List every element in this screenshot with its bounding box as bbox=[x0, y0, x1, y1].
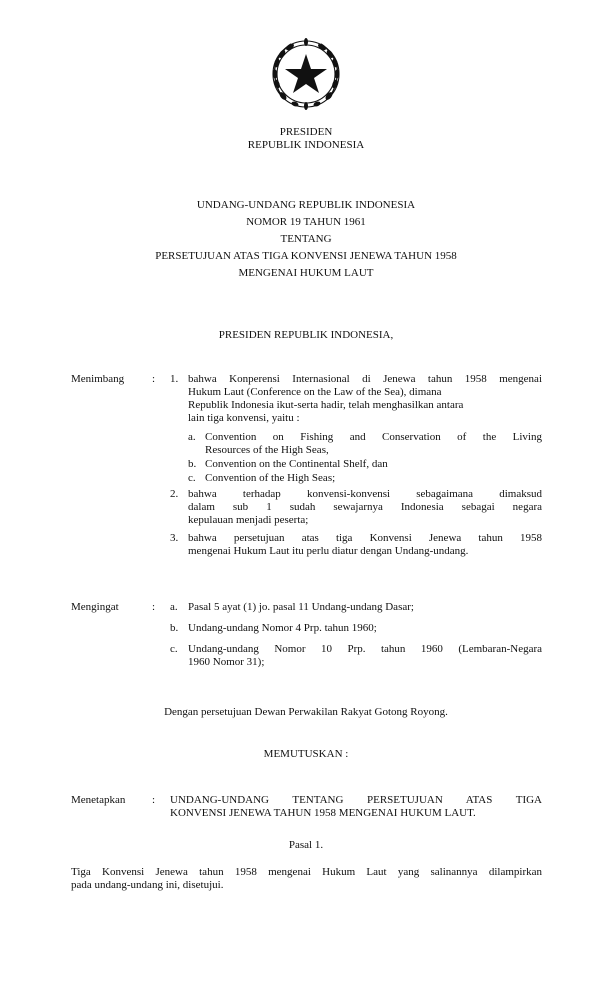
text-line: Hukum Laut (Conference on the Law of the Sea), dimana bbox=[188, 386, 442, 398]
text-line: kepulauan menjadi peserta; bbox=[188, 514, 309, 526]
title-line-3: TENTANG bbox=[280, 233, 332, 245]
memutuskan-heading: MEMUTUSKAN : bbox=[263, 748, 349, 760]
president-heading: PRESIDEN REPUBLIK INDONESIA, bbox=[218, 329, 394, 341]
mengingat-item-text bbox=[188, 622, 542, 635]
mengingat-label: Mengingat bbox=[71, 601, 119, 613]
text-line: Convention of the High Seas; bbox=[205, 472, 336, 484]
text-line: bahwa persetujuan atas tiga Konvensi Jenewa tahun 1958 bbox=[188, 532, 542, 544]
text-line: UNDANG-UNDANG TENTANG PERSETUJUAN ATAS TIGA bbox=[170, 794, 542, 806]
title-line-1: UNDANG-UNDANG REPUBLIK INDONESIA bbox=[196, 199, 416, 211]
star-wreath-emblem-icon bbox=[265, 36, 347, 112]
persetujuan-statement: Dengan persetujuan Dewan Perwakilan Rakyat Gotong Royong. bbox=[164, 706, 448, 718]
text-line: mengenai Hukum Laut itu perlu diatur dengan Undang-undang. bbox=[188, 545, 469, 557]
mengingat-item-letter: b. bbox=[170, 622, 179, 634]
menetapkan-label: Menetapkan bbox=[71, 794, 126, 806]
text-line: Undang-undang Nomor 4 Prp. tahun 1960; bbox=[188, 622, 377, 634]
text-line: Resources of the High Seas, bbox=[205, 444, 329, 456]
title-line-4: PERSETUJUAN ATAS TIGA KONVENSI JENEWA TAHUN 1958 bbox=[155, 250, 457, 262]
sub-item-text bbox=[205, 472, 542, 485]
letterhead-republic: REPUBLIK INDONESIA bbox=[247, 139, 365, 151]
sub-item-letter: b. bbox=[188, 458, 197, 470]
text-line: Pasal 5 ayat (1) jo. pasal 11 Undang-undang Dasar; bbox=[188, 601, 414, 613]
mengingat-colon: : bbox=[152, 601, 156, 613]
text-line: Undang-undang Nomor 10 Prp. tahun 1960 (Lembaran-Negara bbox=[188, 643, 542, 655]
text-line: Tiga Konvensi Jenewa tahun 1958 mengenai Hukum Laut yang salinannya dilampirkan bbox=[71, 866, 542, 878]
text-line: 1960 Nomor 31); bbox=[188, 656, 265, 668]
sub-item-text bbox=[205, 458, 542, 471]
menimbang-colon: : bbox=[152, 373, 156, 385]
menimbang-item-text bbox=[188, 373, 542, 425]
text-line: bahwa Konperensi Internasional di Jenewa tahun 1958 mengenai bbox=[188, 373, 542, 385]
pasal-1-text bbox=[71, 866, 542, 892]
sub-item-text bbox=[205, 431, 542, 457]
mengingat-item-letter: a. bbox=[170, 601, 178, 613]
mengingat-item-letter: c. bbox=[170, 643, 178, 655]
sub-item-letter: a. bbox=[188, 431, 196, 443]
menimbang-item-number: 3. bbox=[170, 532, 179, 544]
menimbang-item-text bbox=[188, 488, 542, 527]
text-line: KONVENSI JENEWA TAHUN 1958 MENGENAI HUKUM LAUT. bbox=[170, 807, 476, 819]
text-line: lain tiga konvensi, yaitu : bbox=[188, 412, 300, 424]
text-line: Convention on the Continental Shelf, dan bbox=[205, 458, 388, 470]
text-line: bahwa terhadap konvensi-konvensi sebagaimana dimaksud bbox=[188, 488, 542, 500]
title-line-2: NOMOR 19 TAHUN 1961 bbox=[246, 216, 366, 228]
menetapkan-colon: : bbox=[152, 794, 156, 806]
pasal-1-heading: Pasal 1. bbox=[288, 839, 324, 851]
document-title bbox=[0, 197, 612, 282]
text-line: Convention on Fishing and Conservation of the Living bbox=[205, 431, 542, 443]
menetapkan-text bbox=[170, 794, 542, 820]
menimbang-item-number: 2. bbox=[170, 488, 179, 500]
menimbang-item-text bbox=[188, 532, 542, 558]
mengingat-item-text bbox=[188, 643, 542, 669]
menimbang-item-number: 1. bbox=[170, 373, 179, 385]
text-line: dalam sub 1 sudah sewajarnya Indonesia sebagai negara bbox=[188, 501, 542, 513]
text-line: pada undang-undang ini, disetujui. bbox=[71, 879, 224, 891]
letterhead-office: PRESIDEN bbox=[279, 126, 333, 138]
mengingat-item-text bbox=[188, 601, 542, 614]
letterhead bbox=[0, 126, 612, 152]
text-line: Republik Indonesia ikut-serta hadir, telah menghasilkan antara bbox=[188, 399, 464, 411]
sub-item-letter: c. bbox=[188, 472, 196, 484]
menimbang-label: Menimbang bbox=[71, 373, 125, 385]
title-line-5: MENGENAI HUKUM LAUT bbox=[238, 267, 374, 279]
